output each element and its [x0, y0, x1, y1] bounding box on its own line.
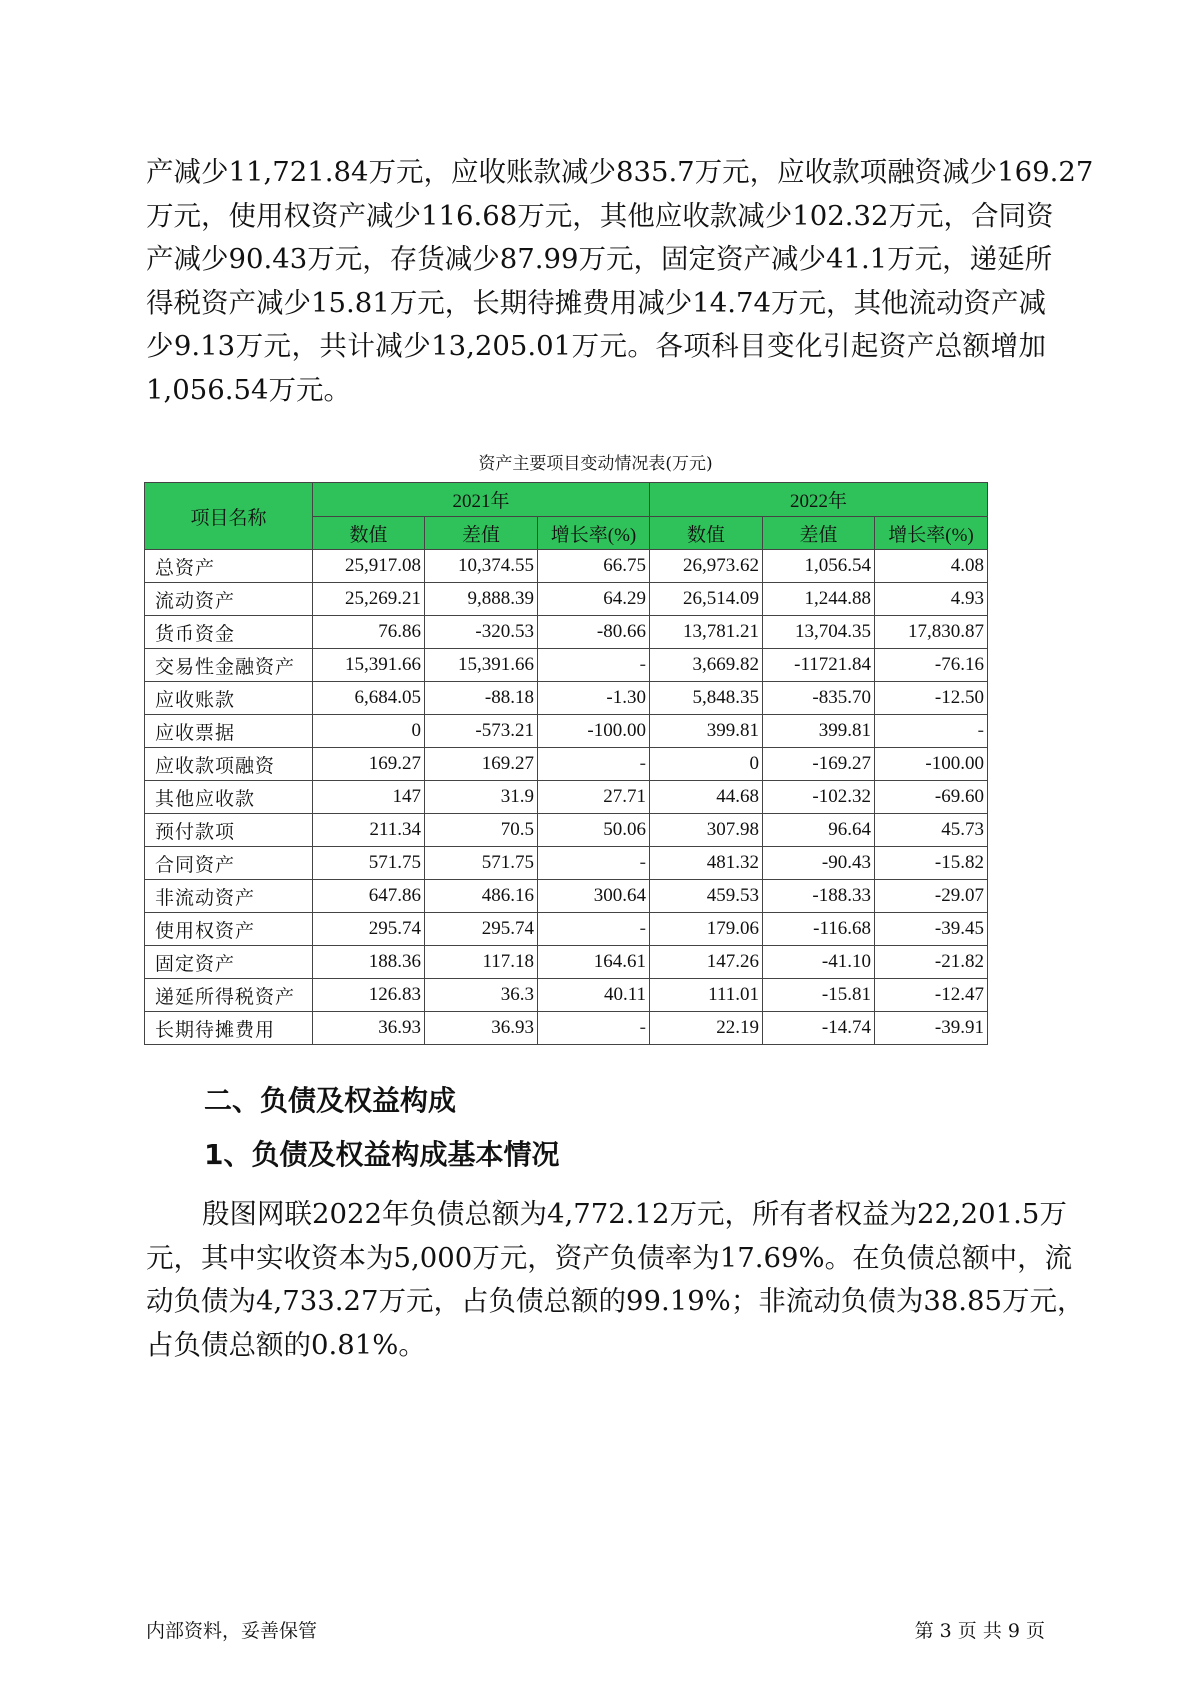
- table-cell: -188.33: [763, 880, 875, 913]
- table-cell: 117.18: [425, 946, 538, 979]
- table-cell: 459.53: [650, 880, 763, 913]
- table-row-label: 使用权资产: [145, 913, 313, 946]
- table-cell: 647.86: [313, 880, 425, 913]
- table-cell: -15.81: [763, 979, 875, 1012]
- table-cell: 295.74: [313, 913, 425, 946]
- table-cell: 126.83: [313, 979, 425, 1012]
- table-row-label: 非流动资产: [145, 880, 313, 913]
- table-cell: 169.27: [313, 748, 425, 781]
- table-cell: -100.00: [538, 715, 650, 748]
- table-cell: 179.06: [650, 913, 763, 946]
- table-cell: 295.74: [425, 913, 538, 946]
- table-cell: 45.73: [875, 814, 988, 847]
- table-row: [145, 748, 988, 781]
- paragraph-line: 万元，使用权资产减少116.68万元，其他应收款减少102.32万元，合同资: [146, 199, 1054, 232]
- table-cell: 1,056.54: [763, 550, 875, 583]
- paragraph-line: 产减少90.43万元，存货减少87.99万元，固定资产减少41.1万元，递延所: [146, 243, 1053, 275]
- paragraph-liabilities: [146, 1193, 1085, 1367]
- table-row-label: 预付款项: [145, 814, 313, 847]
- table-row: [145, 781, 988, 814]
- table-cell: -320.53: [425, 616, 538, 649]
- table-row-label: 总资产: [145, 550, 313, 583]
- sub-header-value: 数值: [313, 517, 425, 550]
- table-cell: -69.60: [875, 781, 988, 814]
- table-cell: 25,917.08: [313, 550, 425, 583]
- table-cell: 96.64: [763, 814, 875, 847]
- table-cell: 36.93: [313, 1012, 425, 1045]
- table-caption: 资产主要项目变动情况表(万元): [478, 454, 713, 474]
- table-cell: 169.27: [425, 748, 538, 781]
- table-cell: 111.01: [650, 979, 763, 1012]
- paragraph-line: 产减少11,721.84万元，应收账款减少835.7万元，应收款项融资减少169.27: [146, 156, 1094, 188]
- table-row: [145, 847, 988, 880]
- table-cell: -39.45: [875, 913, 988, 946]
- table-row-label: 应收账款: [145, 682, 313, 715]
- table-cell: 17,830.87: [875, 616, 988, 649]
- table-row-label: 其他应收款: [145, 781, 313, 814]
- table-row-label: 应收款项融资: [145, 748, 313, 781]
- table-row: [145, 682, 988, 715]
- table-cell: 22.19: [650, 1012, 763, 1045]
- table-cell: -: [875, 715, 988, 748]
- table-cell: 26,973.62: [650, 550, 763, 583]
- table-cell: -76.16: [875, 649, 988, 682]
- table-row: [145, 649, 988, 682]
- table-row: [145, 913, 988, 946]
- table-cell: -88.18: [425, 682, 538, 715]
- table-cell: 571.75: [425, 847, 538, 880]
- table-row: [145, 946, 988, 979]
- table-row: [145, 550, 988, 583]
- table-cell: -21.82: [875, 946, 988, 979]
- table-cell: 70.5: [425, 814, 538, 847]
- table-cell: -: [538, 913, 650, 946]
- asset-changes-table: [144, 482, 988, 1045]
- section-heading: 二、负债及权益构成: [204, 1084, 457, 1117]
- table-body: [145, 550, 988, 1045]
- table-cell: 188.36: [313, 946, 425, 979]
- table-cell: -835.70: [763, 682, 875, 715]
- table-cell: 36.3: [425, 979, 538, 1012]
- footer-confidential-note: 内部资料，妥善保管: [146, 1620, 318, 1642]
- table-cell: 15,391.66: [313, 649, 425, 682]
- table-cell: -102.32: [763, 781, 875, 814]
- table-row: [145, 814, 988, 847]
- table-cell: 9,888.39: [425, 583, 538, 616]
- paragraph-line: 元，其中实收资本为5,000万元，资产负债率为17.69%。在负债总额中，流: [146, 1241, 1073, 1274]
- table-cell: -: [538, 847, 650, 880]
- table-cell: -100.00: [875, 748, 988, 781]
- table-cell: -41.10: [763, 946, 875, 979]
- table-cell: 3,669.82: [650, 649, 763, 682]
- sub-header-diff: 差值: [763, 517, 875, 550]
- table-cell: 5,848.35: [650, 682, 763, 715]
- table-row: [145, 583, 988, 616]
- table-cell: 25,269.21: [313, 583, 425, 616]
- table-cell: -11721.84: [763, 649, 875, 682]
- table-cell: -15.82: [875, 847, 988, 880]
- table-cell: 300.64: [538, 880, 650, 913]
- table-cell: -: [538, 649, 650, 682]
- footer-page-number: 第 3 页 共 9 页: [914, 1620, 1045, 1642]
- table-cell: 4.93: [875, 583, 988, 616]
- item-name-header: 项目名称: [145, 483, 313, 550]
- table-row-label: 长期待摊费用: [145, 1012, 313, 1045]
- paragraph-line: 1,056.54万元。: [146, 373, 351, 406]
- year-2022-header: 2022年: [650, 483, 988, 517]
- table-row: [145, 715, 988, 748]
- table-cell: -39.91: [875, 1012, 988, 1045]
- table-cell: 147.26: [650, 946, 763, 979]
- table-cell: 211.34: [313, 814, 425, 847]
- paragraph-line: 动负债为4,733.27万元，占负债总额的99.19%；非流动负债为38.85万元，: [146, 1285, 1085, 1317]
- table-row-label: 合同资产: [145, 847, 313, 880]
- table-cell: 76.86: [313, 616, 425, 649]
- table-row-label: 应收票据: [145, 715, 313, 748]
- table-cell: 27.71: [538, 781, 650, 814]
- table-cell: 50.06: [538, 814, 650, 847]
- sub-header-growth: 增长率(%): [875, 517, 988, 550]
- table-row-label: 递延所得税资产: [145, 979, 313, 1012]
- table-cell: 1,244.88: [763, 583, 875, 616]
- table-cell: 10,374.55: [425, 550, 538, 583]
- paragraph-line: 得税资产减少15.81万元，长期待摊费用减少14.74万元，其他流动资产减: [146, 286, 1046, 319]
- table-cell: 66.75: [538, 550, 650, 583]
- table-row-label: 交易性金融资产: [145, 649, 313, 682]
- table-row: [145, 616, 988, 649]
- paragraph-line: 占负债总额的0.81%。: [146, 1328, 426, 1361]
- table-cell: -1.30: [538, 682, 650, 715]
- table-cell: 15,391.66: [425, 649, 538, 682]
- table-cell: -: [538, 748, 650, 781]
- table-cell: 481.32: [650, 847, 763, 880]
- table-row-label: 货币资金: [145, 616, 313, 649]
- table-cell: 571.75: [313, 847, 425, 880]
- table-row-label: 固定资产: [145, 946, 313, 979]
- table-cell: 13,704.35: [763, 616, 875, 649]
- table-cell: 44.68: [650, 781, 763, 814]
- paragraph-line: 殷图网联2022年负债总额为4,772.12万元，所有者权益为22,201.5万: [202, 1198, 1067, 1230]
- table-cell: 399.81: [763, 715, 875, 748]
- sub-header-growth: 增长率(%): [538, 517, 650, 550]
- table-cell: 4.08: [875, 550, 988, 583]
- table-cell: -169.27: [763, 748, 875, 781]
- sub-header-diff: 差值: [425, 517, 538, 550]
- table-cell: 64.29: [538, 583, 650, 616]
- table-cell: 31.9: [425, 781, 538, 814]
- table-cell: -: [538, 1012, 650, 1045]
- table-cell: 307.98: [650, 814, 763, 847]
- paragraph-line: 少9.13万元，共计减少13,205.01万元。各项科目变化引起资产总额增加: [146, 330, 1046, 362]
- table-cell: -116.68: [763, 913, 875, 946]
- table-cell: -80.66: [538, 616, 650, 649]
- year-2021-header: 2021年: [313, 483, 650, 517]
- table-cell: -12.47: [875, 979, 988, 1012]
- paragraph-asset-changes: [146, 151, 1094, 412]
- table-row-label: 流动资产: [145, 583, 313, 616]
- table-row: [145, 880, 988, 913]
- table-cell: 13,781.21: [650, 616, 763, 649]
- table-cell: -90.43: [763, 847, 875, 880]
- table-cell: 164.61: [538, 946, 650, 979]
- table-cell: -14.74: [763, 1012, 875, 1045]
- table-cell: 0: [313, 715, 425, 748]
- table-cell: 486.16: [425, 880, 538, 913]
- table-cell: 40.11: [538, 979, 650, 1012]
- table-cell: 147: [313, 781, 425, 814]
- table-row: [145, 1012, 988, 1045]
- table-cell: -12.50: [875, 682, 988, 715]
- table-cell: 399.81: [650, 715, 763, 748]
- table-cell: 6,684.05: [313, 682, 425, 715]
- sub-header-value: 数值: [650, 517, 763, 550]
- table-row: [145, 979, 988, 1012]
- table-cell: -573.21: [425, 715, 538, 748]
- table-cell: 36.93: [425, 1012, 538, 1045]
- table-cell: 0: [650, 748, 763, 781]
- table-cell: 26,514.09: [650, 583, 763, 616]
- subsection-heading: 1、负债及权益构成基本情况: [204, 1138, 560, 1171]
- table-cell: -29.07: [875, 880, 988, 913]
